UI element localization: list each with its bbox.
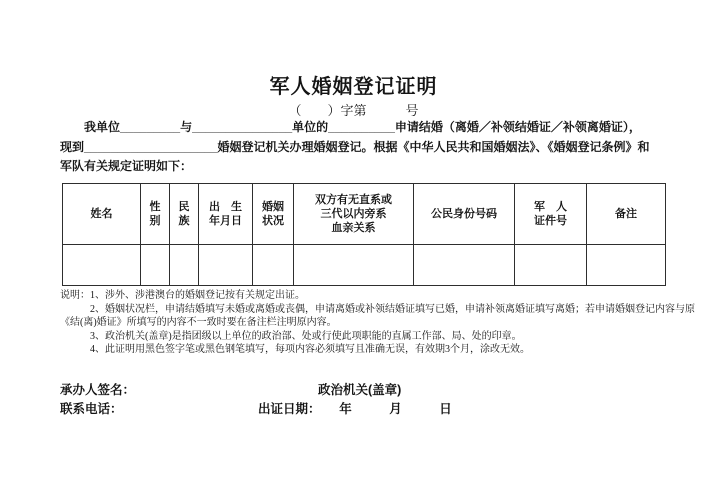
note-item-4: 4、此证明用黑色签字笔或黑色钢笔填写，每项内容必须填写且准确无误，有效期3个月，涂改无效。 — [90, 344, 530, 355]
column-header-gender: 性 别 — [141, 184, 170, 245]
intro-line-2: 现到____________________婚姻登记机关办理婚姻登记。根据《中华人民共和国婚姻法》、《婚姻登记条例》和 — [60, 139, 650, 154]
column-header-ethnicity: 民 族 — [170, 184, 199, 245]
note-item-2: 2、婚姻状况栏，申请结婚填写未婚或离婚或丧偶，申请离婚或补领结婚证填写已婚，申请补领离婚证填写离婚；若申请婚姻登记内容与原《结(离)婚证》所填写的内容不一致时要在备注栏注明原内容。 — [60, 303, 695, 328]
empty-cell-name — [63, 245, 141, 286]
note-item-3: 3、政治机关(盖章)是指团级以上单位的政治部、处或行使此项职能的直属工作部、局、处的印章。 — [90, 330, 522, 342]
political-organ-stamp-label: 政治机关(盖章) — [318, 383, 402, 397]
serial-number-line: （ ）字第 号 — [288, 103, 419, 118]
empty-cell-ethnicity — [170, 245, 199, 286]
notes-section — [60, 289, 706, 357]
column-header-military-id: 军 人 证件号 — [515, 184, 587, 245]
contact-phone-label: 联系电话： — [60, 402, 123, 416]
issue-date-line: 出证日期： 年 月 日 — [258, 402, 452, 416]
intro-paragraph — [60, 118, 652, 177]
document-title: 军人婚姻登记证明 — [269, 76, 438, 98]
empty-cell-birth-date — [199, 245, 253, 286]
column-header-remarks: 备注 — [587, 184, 666, 245]
table-header-row — [63, 184, 666, 245]
registration-table — [62, 183, 666, 286]
column-header-citizen-id: 公民身份号码 — [414, 184, 515, 245]
organizer-signature-label: 承办人签名： — [60, 383, 136, 397]
table-row — [63, 245, 666, 286]
empty-cell-citizen-id — [414, 245, 515, 286]
table-body — [63, 245, 666, 286]
empty-cell-gender — [141, 245, 170, 286]
intro-line-3: 军队有关规定证明如下： — [60, 159, 193, 173]
note-item-1: 说明：1、涉外、涉港澳台的婚姻登记按有关规定出证。 — [60, 290, 305, 301]
column-header-birth-date: 出 生 年月日 — [199, 184, 253, 245]
empty-cell-blood-relation — [294, 245, 414, 286]
empty-cell-military-id — [515, 245, 587, 286]
empty-cell-marital-status — [253, 245, 294, 286]
intro-line-1: 我单位_________与_______________单位的__________申请结婚（离婚／补领结婚证／补领离婚证）， — [84, 120, 641, 134]
empty-cell-remarks — [587, 245, 666, 286]
column-header-name: 姓名 — [63, 184, 141, 245]
column-header-blood-relation: 双方有无直系或 三代以内旁系 血亲关系 — [294, 184, 414, 245]
column-header-marital-status: 婚姻 状况 — [253, 184, 294, 245]
